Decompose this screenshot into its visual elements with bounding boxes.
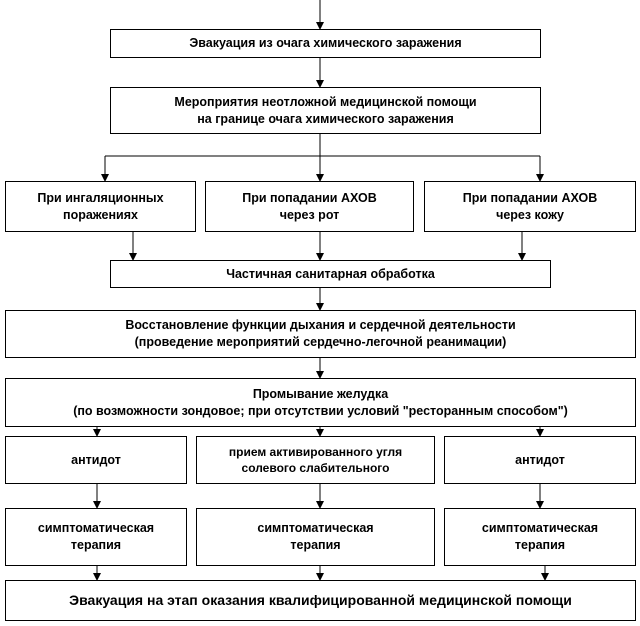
node-symptomatic-mid: симптоматическая терапия xyxy=(196,508,435,566)
node-gastric-lavage: Промывание желудка (по возможности зондовое; при отсутствии условий "ресторанным способом") xyxy=(5,378,636,427)
node-partial-sanitation: Частичная санитарная обработка xyxy=(110,260,551,288)
node-symptomatic-right: симптоматическая терапия xyxy=(444,508,636,566)
node-inhalation: При ингаляционных поражениях xyxy=(5,181,196,232)
node-via-skin: При попадании АХОВ через кожу xyxy=(424,181,636,232)
node-activated-charcoal: прием активированного угля солевого слабительного xyxy=(196,436,435,484)
node-symptomatic-left: симптоматическая терапия xyxy=(5,508,187,566)
node-restoration: Восстановление функции дыхания и сердечной деятельности (проведение мероприятий сердечно-легочной реанимации) xyxy=(5,310,636,358)
node-evacuation-to-stage: Эвакуация на этап оказания квалифицированной медицинской помощи xyxy=(5,580,636,621)
node-antidote-right: антидот xyxy=(444,436,636,484)
node-antidote-left: антидот xyxy=(5,436,187,484)
node-emergency-measures: Мероприятия неотложной медицинской помощи на границе очага химического заражения xyxy=(110,87,541,134)
node-evacuation-from-focus: Эвакуация из очага химического заражения xyxy=(110,29,541,58)
node-via-mouth: При попадании АХОВ через рот xyxy=(205,181,414,232)
